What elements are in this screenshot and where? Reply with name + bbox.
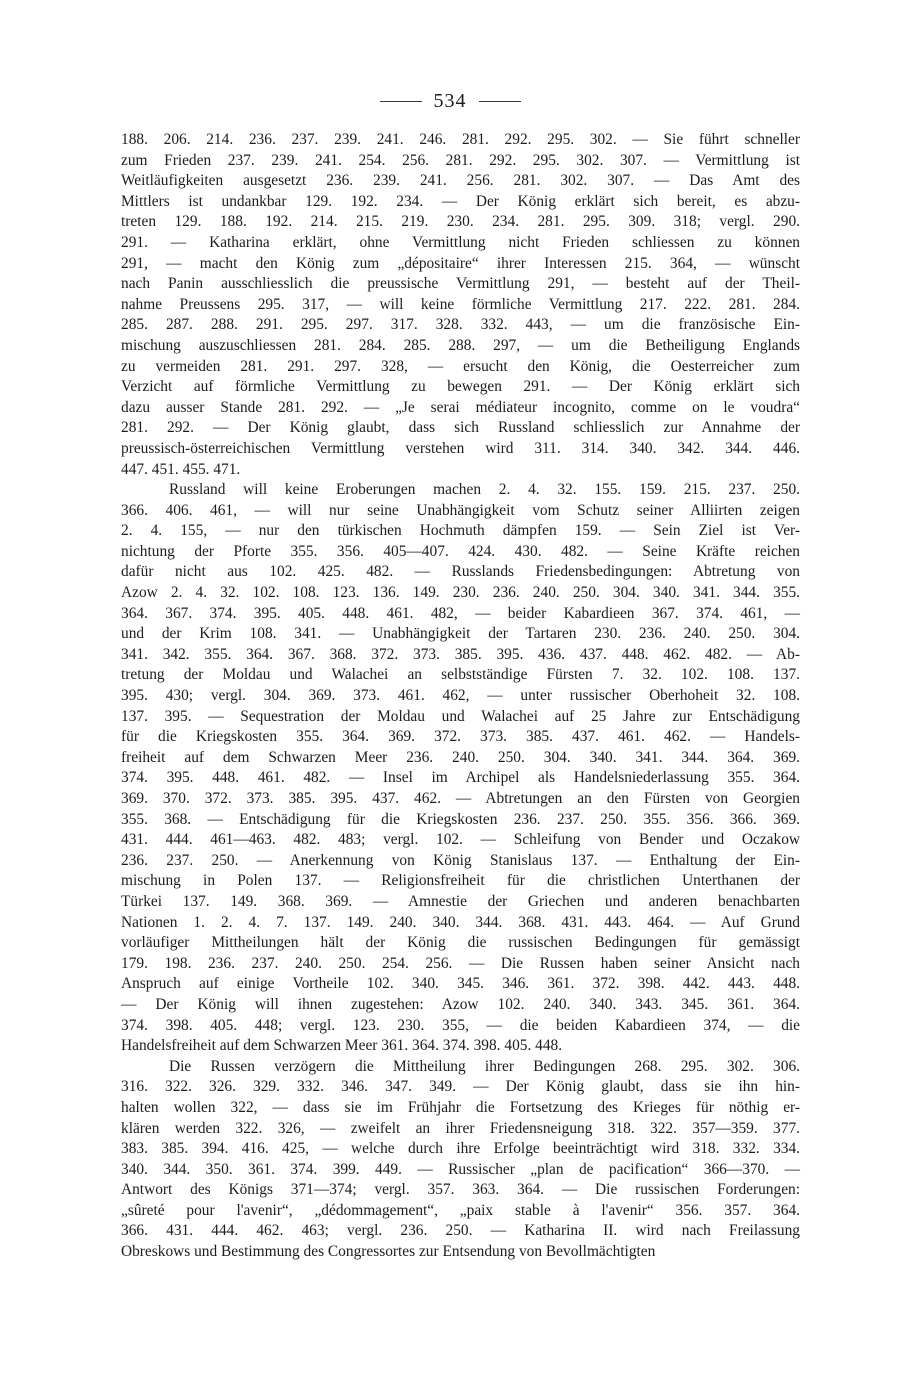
text-line: und der Krim 108. 341. — Unabhängigkeit der Tartaren 230. 236. 240. 250. 304. bbox=[121, 625, 800, 643]
text-line: 395. 430; vergl. 304. 369. 373. 461. 462, — unter russischer Oberhoheit 32. 108. bbox=[121, 687, 800, 705]
text-line: 369. 370. 372. 373. 385. 395. 437. 462. — Abtretungen an den Fürsten von Georgien bbox=[121, 790, 800, 807]
text-line: Mittlers ist undankbar 129. 192. 234. — Der König erklärt sich bereit, es abzu- bbox=[121, 192, 800, 210]
text-line: Antwort des Königs 371—374; vergl. 357. 363. 364. — Die russischen Forderungen: bbox=[121, 1181, 800, 1199]
text-line: Azow 2. 4. 32. 102. 108. 123. 136. 149. 230. 236. 240. 250. 304. 340. 341. 344. 355. bbox=[121, 584, 800, 602]
text-line: 383. 385. 394. 416. 425, — welche durch ihre Erfolge beeinträchtigt wird 318. 332. 334. bbox=[121, 1140, 800, 1158]
text-line: 137. 395. — Sequestration der Moldau und Walachei auf 25 Jahre zur Entschädigung bbox=[121, 707, 800, 725]
text-line: Anspruch auf einige Vortheile 102. 340. 345. 346. 361. 372. 398. 442. 443. 448. bbox=[121, 975, 800, 993]
text-line: 447. 451. 455. 471. bbox=[121, 460, 241, 478]
header-rule-left bbox=[380, 101, 422, 102]
page-header bbox=[0, 86, 900, 116]
text-line: 316. 322. 326. 329. 332. 346. 347. 349. — Der König glaubt, dass sie ihn hin- bbox=[121, 1078, 800, 1096]
text-line: 366. 406. 461, — will nur seine Unabhängigkeit vom Schutz seiner Alliirten zeigen bbox=[121, 501, 800, 519]
text-line: treten 129. 188. 192. 214. 215. 219. 230. 234. 281. 295. 309. 318; vergl. 290. bbox=[121, 213, 800, 231]
text-line: 285. 287. 288. 291. 295. 297. 317. 328. 332. 443, — um die französische Ein- bbox=[121, 316, 800, 334]
index-text-block bbox=[121, 130, 800, 1263]
text-line: Türkei 137. 149. 368. 369. — Amnestie der Griechen und anderen benachbarten bbox=[121, 892, 800, 910]
text-line: 291. — Katharina erklärt, ohne Vermittlung nicht Frieden schliessen zu können bbox=[121, 233, 800, 251]
text-line: 364. 367. 374. 395. 405. 448. 461. 482, — beider Kabardieen 367. 374. 461, — bbox=[121, 604, 800, 622]
text-line: 341. 342. 355. 364. 367. 368. 372. 373. 385. 395. 436. 437. 448. 462. 482. — Ab- bbox=[121, 645, 800, 663]
text-line: dafür nicht aus 102. 425. 482. — Russlands Friedensbedingungen: Abtretung von bbox=[121, 563, 800, 581]
text-line: halten wollen 322, — dass sie im Frühjahr die Fortsetzung des Krieges für nöthig er- bbox=[121, 1098, 800, 1116]
text-line: Weitläufigkeiten ausgesetzt 236. 239. 241. 256. 281. 302. 307. — Das Amt des bbox=[121, 172, 800, 190]
text-line: 366. 431. 444. 462. 463; vergl. 236. 250. — Katharina II. wird nach Freilassung bbox=[121, 1222, 800, 1240]
page-number: 534 bbox=[433, 89, 467, 112]
text-line: 236. 237. 250. — Anerkennung von König Stanislaus 137. — Enthaltung der Ein- bbox=[121, 851, 800, 869]
text-line: für die Kriegskosten 355. 364. 369. 372. 373. 385. 437. 461. 462. — Handels- bbox=[121, 728, 800, 746]
text-line: „sûreté pour l'avenir“, „dédommagement“, „paix stable à l'avenir“ 356. 357. 364. bbox=[121, 1201, 800, 1219]
text-line: zum Frieden 237. 239. 241. 254. 256. 281. 292. 295. 302. 307. — Vermittlung ist bbox=[121, 151, 800, 169]
paragraph-2 bbox=[121, 480, 800, 1057]
text-line: 2. 4. 155, — nur den türkischen Hochmuth dämpfen 159. — Sein Ziel ist Ver- bbox=[121, 522, 800, 540]
text-line: 374. 398. 405. 448; vergl. 123. 230. 355, — die beiden Kabardieen 374, — die bbox=[121, 1016, 800, 1034]
text-line: tretung der Moldau und Walachei an selbstständige Fürsten 7. 32. 102. 108. 137. bbox=[121, 666, 800, 684]
text-line: dazu ausser Stande 281. 292. — „Je serai médiateur incognito, comme on le voudra“ bbox=[121, 398, 800, 416]
text-line: nach Panin ausschliesslich die preussische Vermittlung 291, — besteht auf der Theil- bbox=[121, 275, 800, 293]
text-line: nichtung der Pforte 355. 356. 405—407. 424. 430. 482. — Seine Kräfte reichen bbox=[121, 542, 800, 560]
text-line: preussisch-österreichischen Vermittlung verstehen wird 311. 314. 340. 342. 344. 446. bbox=[121, 439, 800, 457]
text-line: zu vermeiden 281. 291. 297. 328, — ersucht den König, die Oesterreicher zum bbox=[121, 357, 800, 375]
text-line: 291, — macht den König zum „dépositaire“ ihrer Interessen 215. 364, — wünscht bbox=[121, 254, 800, 272]
text-line: Handelsfreiheit auf dem Schwarzen Meer 361. 364. 374. 398. 405. 448. bbox=[121, 1037, 563, 1055]
text-line: Obreskows und Bestimmung des Congressortes zur Entsendung von Bevollmächtigten bbox=[121, 1243, 656, 1261]
text-line: 179. 198. 236. 237. 240. 250. 254. 256. — Die Russen haben seiner Ansicht nach bbox=[121, 954, 800, 972]
text-line: 281. 292. — Der König glaubt, dass sich Russland schliesslich zur Annahme der bbox=[121, 419, 800, 437]
text-line: 431. 444. 461—463. 482. 483; vergl. 102. — Schleifung von Bender und Oczakow bbox=[121, 831, 800, 849]
text-line: 340. 344. 350. 361. 374. 399. 449. — Russischer „plan de pacification“ 366—370. — bbox=[121, 1160, 800, 1178]
text-line: 188. 206. 214. 236. 237. 239. 241. 246. 281. 292. 295. 302. — Sie führt schneller bbox=[121, 131, 800, 148]
text-line: mischung auszuschliessen 281. 284. 285. 288. 297, — um die Betheiligung Englands bbox=[121, 336, 800, 354]
text-line: Russland will keine Eroberungen machen 2. 4. 32. 155. 159. 215. 237. 250. bbox=[169, 481, 800, 499]
text-line: 374. 395. 448. 461. 482. — Insel im Archipel als Handelsniederlassung 355. 364. bbox=[121, 769, 800, 787]
text-line: klären werden 322. 326, — zweifelt an ihrer Friedensneigung 318. 322. 357—359. 377. bbox=[121, 1119, 800, 1137]
text-line: — Der König will ihnen zugestehen: Azow 102. 240. 340. 343. 345. 361. 364. bbox=[121, 995, 800, 1013]
text-line: Verzicht auf förmliche Vermittlung zu bewegen 291. — Der König erklärt sich bbox=[121, 378, 800, 396]
text-line: 355. 368. — Entschädigung für die Kriegskosten 236. 237. 250. 355. 356. 366. 369. bbox=[121, 810, 800, 828]
paragraph-3 bbox=[121, 1057, 800, 1263]
text-line: Nationen 1. 2. 4. 7. 137. 149. 240. 340. 344. 368. 431. 443. 464. — Auf Grund bbox=[121, 913, 800, 931]
text-line: vorläufiger Mittheilungen hält der König die russischen Bedingungen für gemässigt bbox=[121, 934, 800, 952]
header-rule-right bbox=[479, 101, 521, 102]
text-line: Die Russen verzögern die Mittheilung ihrer Bedingungen 268. 295. 302. 306. bbox=[169, 1057, 800, 1075]
text-line: freiheit auf dem Schwarzen Meer 236. 240. 250. 304. 340. 341. 344. 364. 369. bbox=[121, 748, 800, 766]
paragraph-1 bbox=[121, 130, 800, 480]
text-line: mischung in Polen 137. — Religionsfreiheit für die christlichen Unterthanen der bbox=[121, 872, 800, 890]
text-line: nahme Preussens 295. 317, — will keine förmliche Vermittlung 217. 222. 281. 284. bbox=[121, 295, 800, 313]
